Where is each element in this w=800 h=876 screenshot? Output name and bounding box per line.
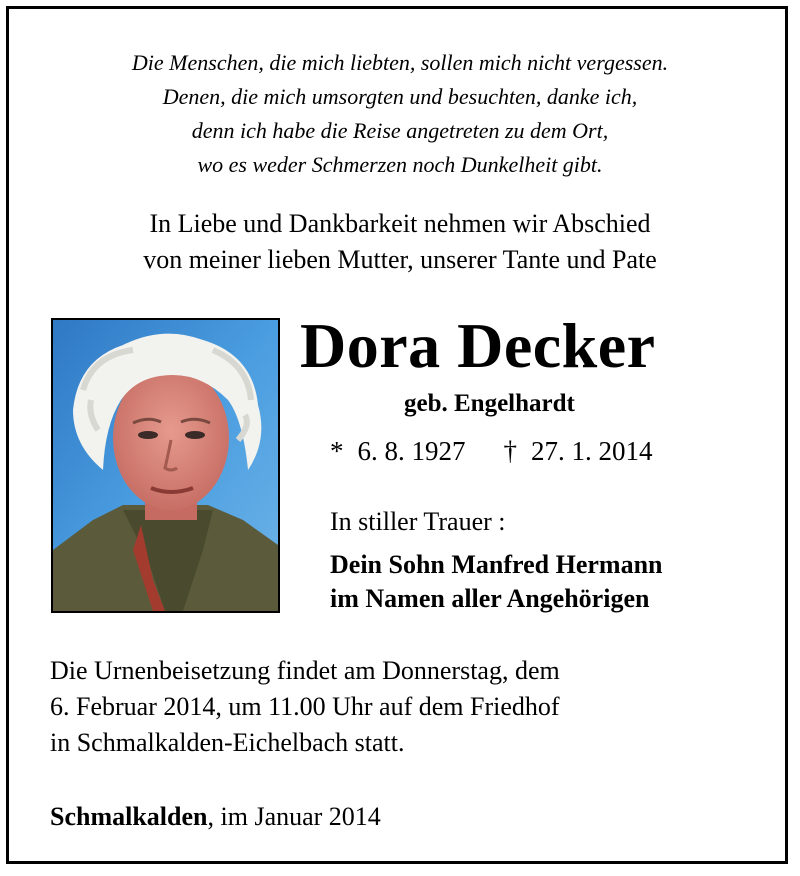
birth-symbol: * bbox=[330, 436, 344, 466]
notice-date: , im Januar 2014 bbox=[207, 802, 381, 831]
poem-line: wo es weder Schmerzen noch Dunkelheit gibt. bbox=[197, 152, 603, 177]
burial-line: 6. Februar 2014, um 11.00 Uhr auf dem Friedhof bbox=[50, 692, 560, 721]
maiden-name: geb. Engelhardt bbox=[404, 390, 575, 417]
poem-line: Die Menschen, die mich liebten, sollen mich nicht vergessen. bbox=[131, 50, 669, 75]
mourning-label: In stiller Trauer : bbox=[330, 507, 506, 536]
mourner-line: Dein Sohn Manfred Hermann bbox=[330, 550, 663, 579]
life-dates bbox=[330, 434, 653, 468]
mourner-line: im Namen aller Angehörigen bbox=[330, 584, 650, 613]
place-and-date bbox=[50, 800, 381, 834]
poem-line: Denen, die mich umsorgten und besuchten, danke ich, bbox=[162, 84, 638, 109]
deceased-name: Dora Decker bbox=[300, 310, 656, 381]
birth-date: 6. 8. 1927 bbox=[357, 436, 466, 466]
portrait-photo bbox=[51, 318, 280, 613]
death-date: 27. 1. 2014 bbox=[531, 436, 653, 466]
death-symbol: † bbox=[503, 436, 517, 466]
intro-line: In Liebe und Dankbarkeit nehmen wir Abschied bbox=[149, 209, 651, 238]
burial-info bbox=[50, 653, 560, 761]
poem-line: denn ich habe die Reise angetreten zu dem Ort, bbox=[191, 118, 609, 143]
burial-line: in Schmalkalden-Eichelbach statt. bbox=[50, 728, 405, 757]
farewell-intro bbox=[0, 206, 800, 278]
burial-line: Die Urnenbeisetzung findet am Donnerstag, dem bbox=[50, 656, 560, 685]
mourners bbox=[330, 548, 663, 616]
place-name: Schmalkalden bbox=[50, 802, 208, 831]
intro-line: von meiner lieben Mutter, unserer Tante und Pate bbox=[143, 245, 657, 274]
memorial-poem bbox=[0, 46, 800, 182]
